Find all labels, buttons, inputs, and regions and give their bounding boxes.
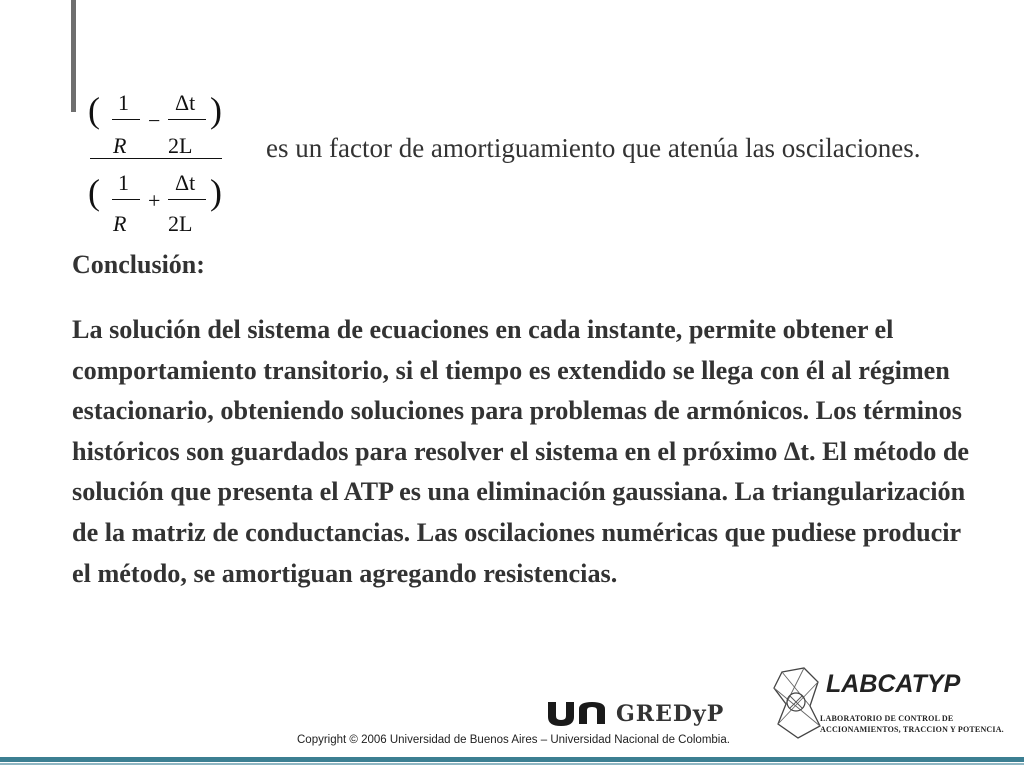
formula-explanation: es un factor de amortiguamiento que atenúa las oscilaciones. [266, 133, 921, 163]
copyright-notice: Copyright © 2006 Universidad de Buenos Aires – Universidad Nacional de Colombia. [297, 734, 730, 746]
fraction-bar [112, 119, 140, 120]
open-paren: ( [88, 90, 100, 130]
den-left-denominator: R [113, 211, 127, 236]
close-paren: ) [210, 90, 222, 130]
conclusion-heading: Conclusión: [72, 250, 205, 279]
lab-description: LABORATORIO DE CONTROL DE ACCIONAMIENTOS, TRACCION Y POTENCIA. [820, 714, 1004, 734]
fraction-bar [168, 199, 206, 200]
den-right-numerator: Δt [175, 170, 196, 195]
num-right-denominator: 2L [168, 133, 193, 158]
damping-factor-formula [88, 86, 238, 246]
conclusion-body [72, 310, 972, 594]
footer-rule-secondary [0, 763, 1024, 765]
num-operator: − [148, 108, 161, 133]
accent-bar [71, 0, 76, 112]
num-right-numerator: Δt [175, 90, 196, 115]
num-left-denominator: R [113, 133, 127, 158]
open-paren: ( [88, 172, 100, 212]
fraction-bar [168, 119, 206, 120]
den-left-numerator: 1 [118, 170, 129, 195]
footer-rule [0, 757, 1024, 762]
labcatyp-emblem-icon [768, 666, 824, 742]
conclusion-paragraph: La solución del sistema de ecuaciones en cada instante, permite obtener el comportamiento transitorio, si el tiempo es extendido se llega con él al régimen estacionario, obteniendo soluciones para problemas de armónicos. Los términos históricos son guardados para resolver el sistema en el próximo Δt. El método de solución que presenta el ATP es una eliminación gaussiana. La triangularización de la matriz de conductancias. Las oscilaciones numéricas que pudiese producir el método, se amortiguan agregando resistencias. [72, 315, 970, 588]
den-right-denominator: 2L [168, 211, 193, 236]
num-left-numerator: 1 [118, 90, 129, 115]
main-fraction-bar [90, 158, 222, 159]
fraction-bar [112, 199, 140, 200]
close-paren: ) [210, 172, 222, 212]
lab-title: LABCATYP [826, 670, 961, 698]
gredyp-label: GREDyP [616, 701, 725, 727]
den-operator: + [148, 188, 161, 213]
universidad-nacional-logo-icon [546, 700, 608, 726]
